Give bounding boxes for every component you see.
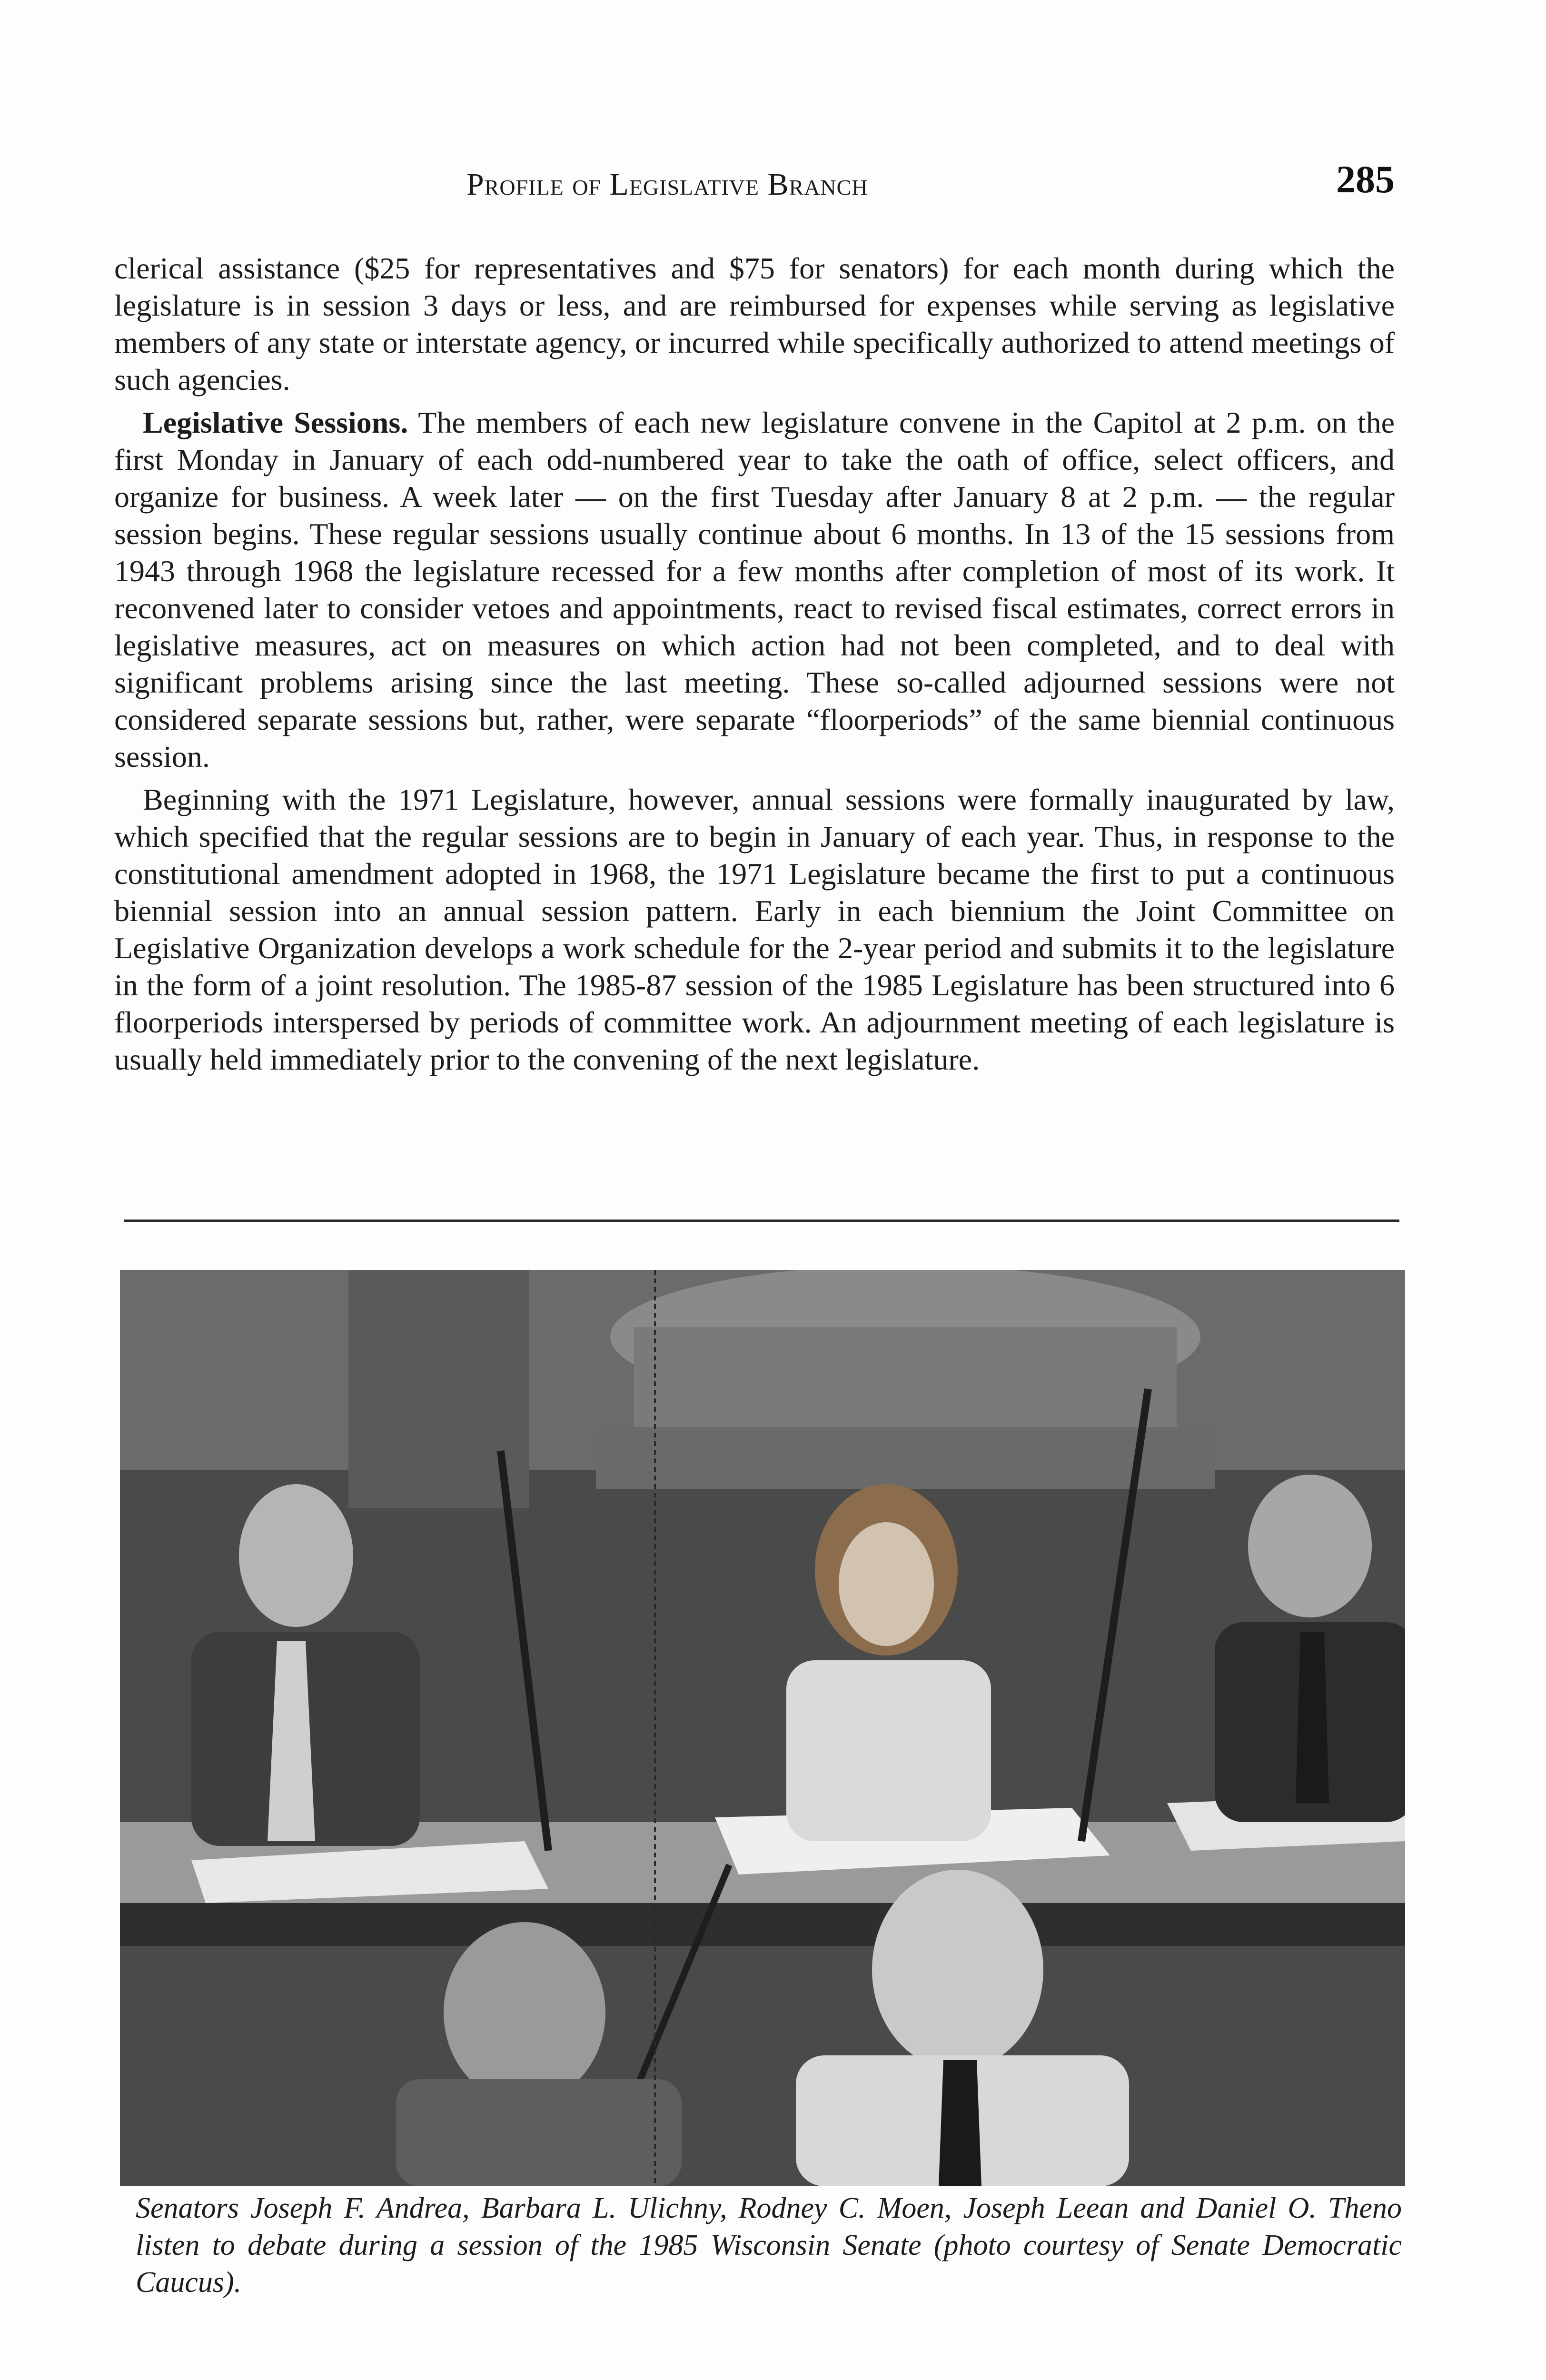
horizontal-rule (124, 1220, 1399, 1222)
paragraph-clerical-assistance: clerical assistance ($25 for representatives and $75 for senators) for each month during which the legislature is in session 3 days or less, and are reimbursed for expenses while serving as legislative members of any state or interstate agency, or incurred while specifically authorized to attend meetings of such agencies. (114, 251, 1395, 397)
paragraph-legislative-sessions-text: The members of each new legislature convene in the Capitol at 2 p.m. on the first Monday in January of each odd-numbered year to take the oath of office, select officers, and organize for business. A week later — on the first Tuesday after January 8 at 2 p.m. — the regular session begins. These regular sessions usually continue about 6 months. In 13 of the 15 sessions from 1943 through 1968 the legislature recessed for a few months after completion of most of its work. It reconvened later to consider vetoes and appointments, react to revised fiscal estimates, correct errors in legislative measures, act on measures on which action had not been completed, and to deal with significant problems arising since the last meeting. These so-called adjourned sessions were not considered separate sessions but, rather, were separate “floorperiods” of the same biennial continuous session. (114, 406, 1395, 774)
senate-photo (120, 1270, 1405, 2186)
photo-caption: Senators Joseph F. Andrea, Barbara L. Ulichny, Rodney C. Moen, Joseph Leean and Daniel O. Theno listen to debate during a session of the 1985 Wisconsin Senate (photo courtesy of Senate Democratic Caucus). (136, 2192, 1402, 2299)
paragraph-annual-sessions: Beginning with the 1971 Legislature, however, annual sessions were formally inaugurated by law, which specified that the regular sessions are to begin in January of each year. Thus, in response to the constitutional amendment adopted in 1968, the 1971 Legislature became the first to put a continuous biennial session into an annual session pattern. Early in each biennium the Joint Committee on Legislative Organization develops a work schedule for the 2-year period and submits it to the legislature in the form of a joint resolution. The 1985-87 session of the 1985 Legislature has been structured into 6 floorperiods interspersed by periods of committee work. An adjournment meeting of each legislature is usually held immediately prior to the convening of the next legislature. (114, 783, 1395, 1076)
senate-photo-illustration (120, 1270, 1405, 2186)
running-title: Profile of Legislative Branch (466, 167, 868, 202)
page-number: 285 (1336, 158, 1395, 201)
page-header (119, 157, 1395, 209)
section-heading-legislative-sessions: Legislative Sessions. (143, 406, 408, 439)
body-text (114, 250, 1395, 1084)
paragraph-legislative-sessions (114, 404, 1395, 775)
